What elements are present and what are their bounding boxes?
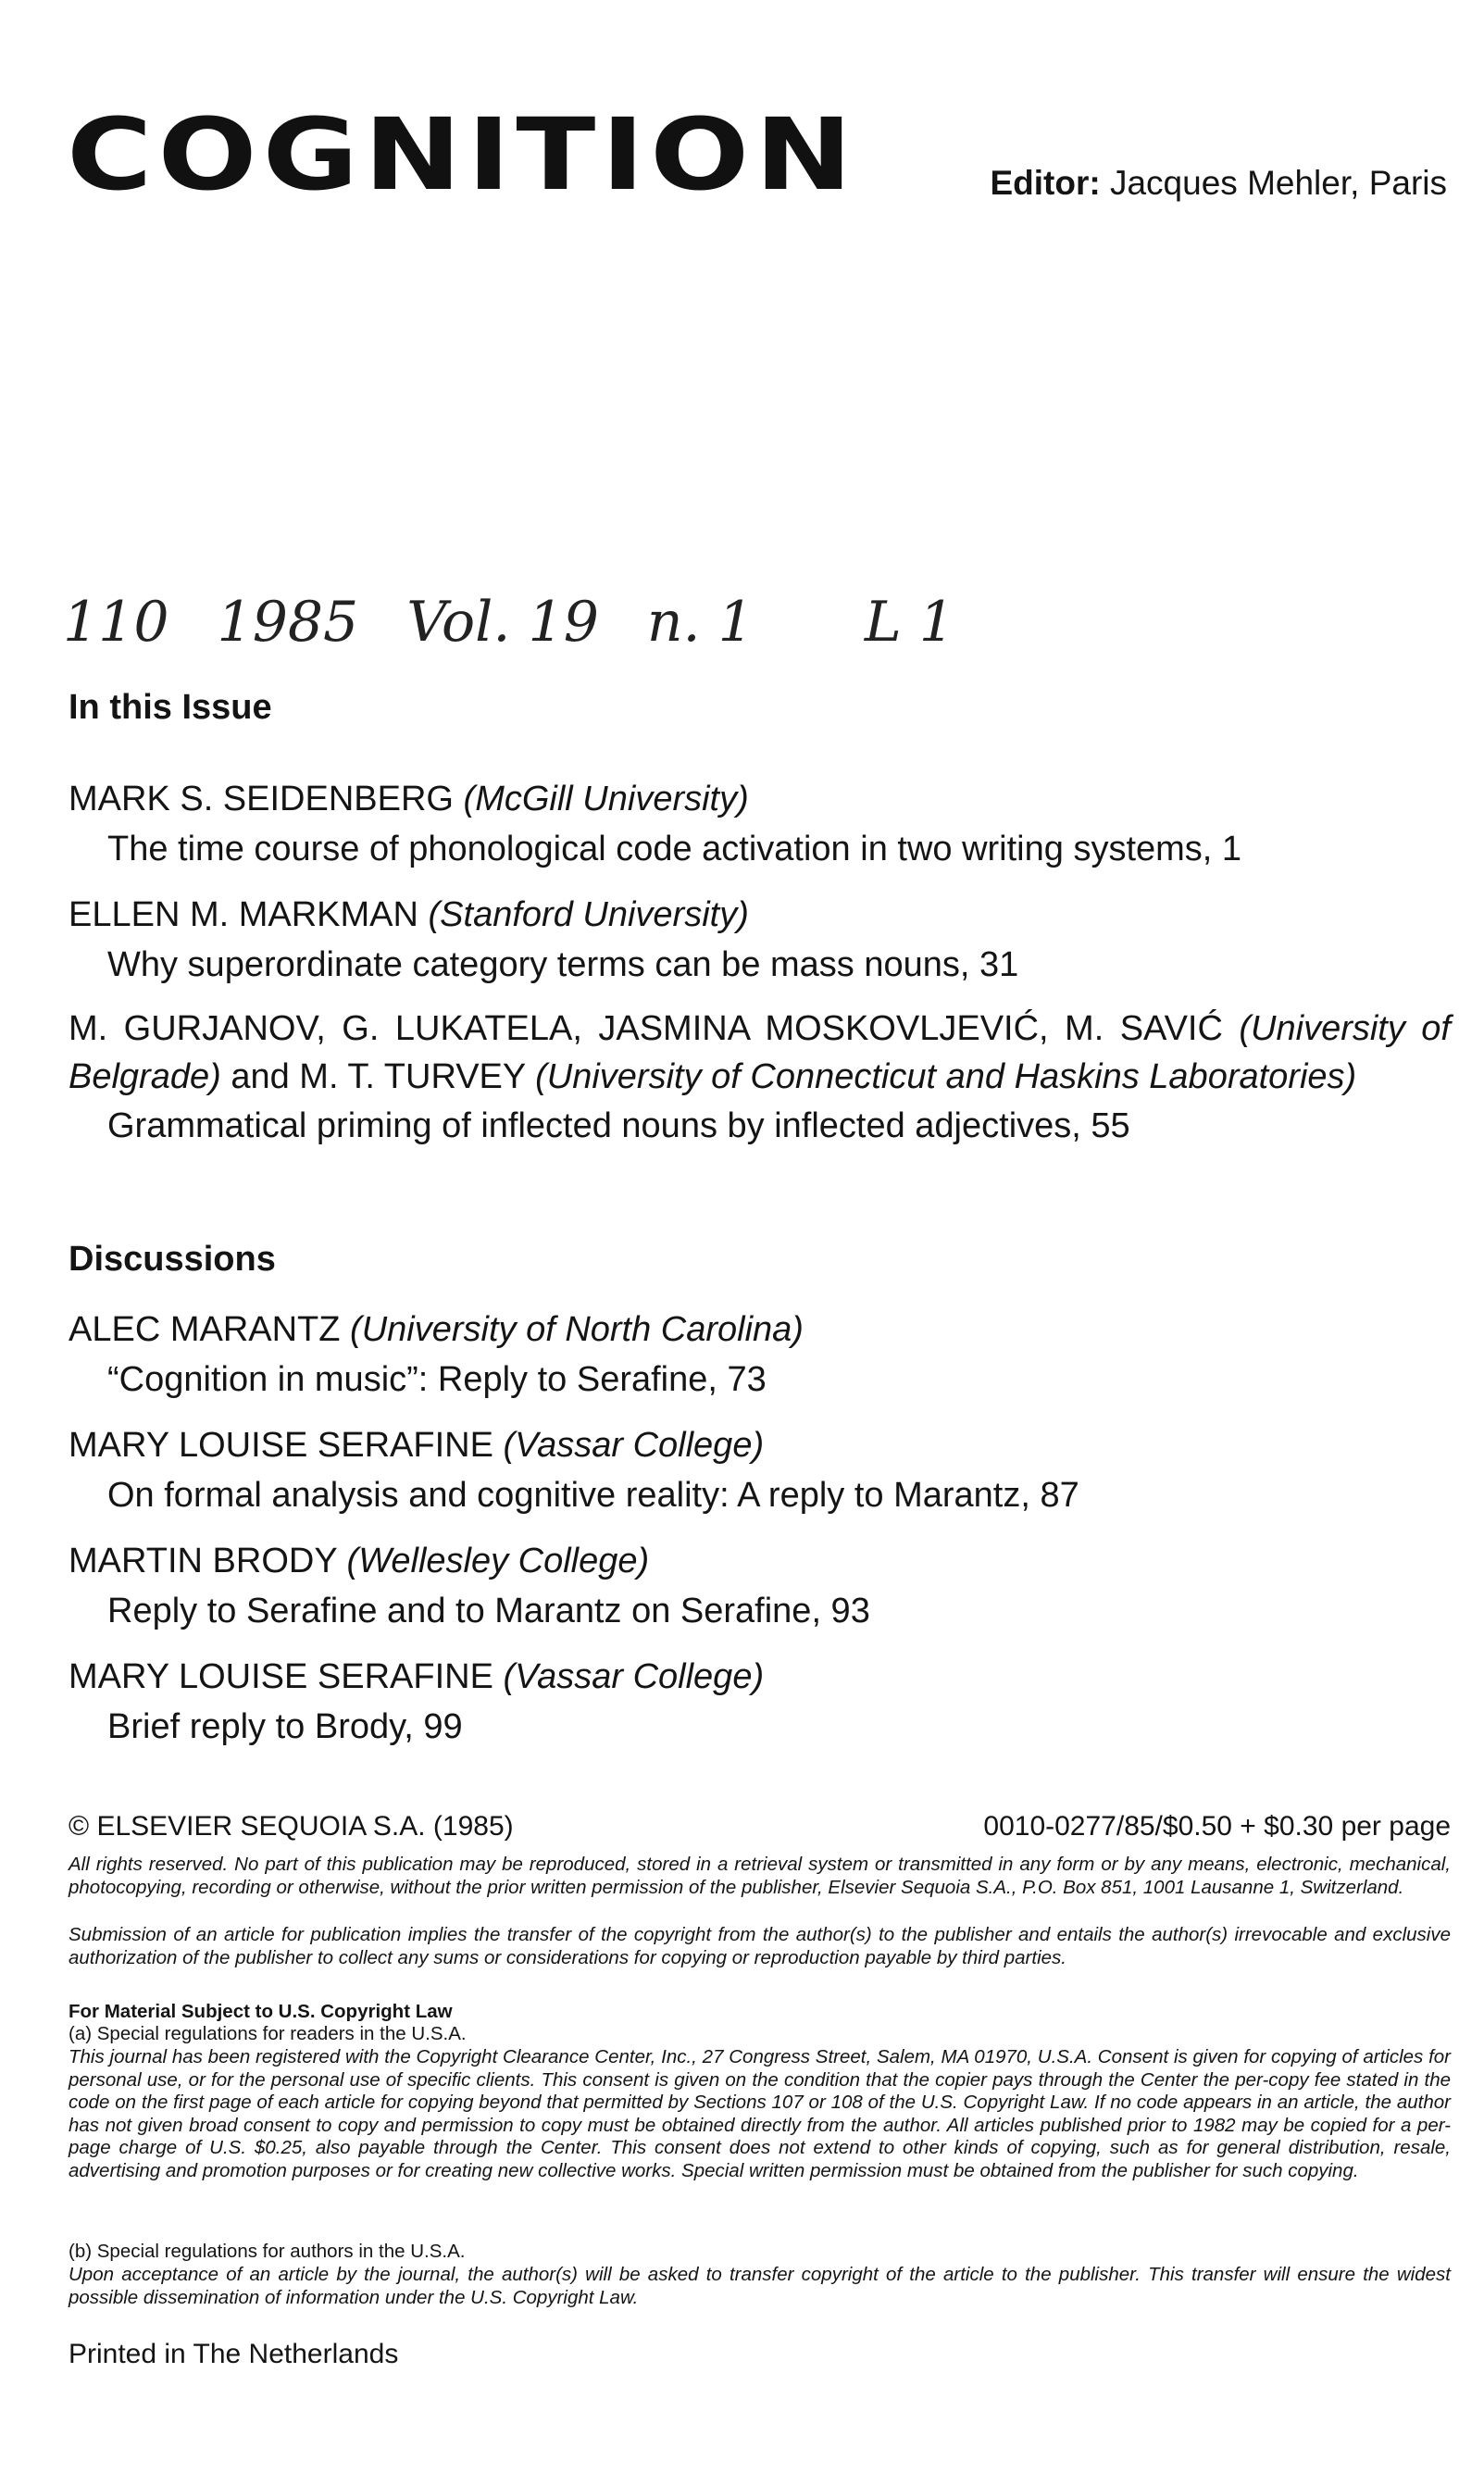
us-authors-text: Upon acceptance of an article by the journal, the author(s) will be asked to transfer copyright of the article to the publisher. This transfer will ensure the widest possible dissemination of information under the U.S. Copyright Law.	[69, 2264, 1451, 2308]
article-author-2: and M. T. TURVEY	[231, 1057, 526, 1096]
editor-label: Editor:	[990, 164, 1101, 202]
discussion-affiliation: (Wellesley College)	[346, 1542, 650, 1580]
discussion-affiliation: (Vassar College)	[503, 1426, 765, 1465]
us-copyright-heading: For Material Subject to U.S. Copyright Law	[69, 2001, 453, 2022]
article-affiliation: (Stanford University)	[428, 895, 749, 934]
article-affiliation-2: (University of Connecticut and Haskins Laboratories)	[535, 1057, 1357, 1096]
discussion-title: On formal analysis and cognitive reality: A reply to Marantz, 87	[107, 1476, 1079, 1515]
article-title: Why superordinate category terms can be mass nouns, 31	[107, 945, 1019, 984]
article-affiliation: (University of Belgrade)	[69, 1009, 1451, 1096]
printed-in: Printed in The Netherlands	[69, 2339, 399, 2369]
copyright-holder: © ELSEVIER SEQUOIA S.A. (1985)	[69, 1811, 514, 1842]
discussion-author-line	[69, 1536, 1451, 1586]
journal-logo: COGNITION	[67, 96, 858, 213]
article-author: ELLEN M. MARKMAN	[69, 895, 418, 934]
in-this-issue-heading: In this Issue	[69, 688, 272, 727]
discussion-author-line	[69, 1305, 1451, 1355]
discussion-author: ALEC MARANTZ	[69, 1310, 341, 1349]
rights-statement: All rights reserved. No part of this publication may be reproduced, stored in a retrieval system or transmitted in any form or by any means, electronic, mechanical, photocopying, recording or otherwise, without the prior written permission of the publisher, Elsevier Sequoia S.A., P.O. Box 851, 1001 Lausanne 1, Switzerland.	[69, 1854, 1451, 1898]
editor-credit	[991, 163, 1448, 204]
article-title: The time course of phonological code activation in two writing systems, 1	[107, 830, 1242, 868]
handwritten-note	[63, 590, 1003, 655]
discussion-title: “Cognition in music”: Reply to Serafine, 73	[107, 1360, 767, 1399]
handwritten-volume: Vol. 19	[406, 590, 599, 655]
article-author: MARK S. SEIDENBERG	[69, 780, 454, 818]
article-title: Grammatical priming of inflected nouns by inflected adjectives, 55	[107, 1106, 1130, 1145]
discussion-author: MARY LOUISE SERAFINE	[69, 1426, 493, 1465]
article-entry	[69, 1005, 1451, 1151]
discussion-title: Reply to Serafine and to Marantz on Serafine, 93	[107, 1592, 870, 1630]
editor-name: Jacques Mehler, Paris	[1109, 164, 1447, 202]
copyright-line	[69, 1808, 1451, 1845]
discussion-author: MARTIN BRODY	[69, 1542, 337, 1580]
article-entry	[69, 890, 1451, 990]
discussion-entry	[69, 1536, 1451, 1636]
discussions-heading: Discussions	[69, 1240, 276, 1279]
article-author-line	[69, 774, 1451, 824]
copyright-code: 0010-0277/85/$0.50 + $0.30 per page	[983, 1811, 1451, 1842]
article-author: M. GURJANOV, G. LUKATELA, JASMINA MOSKOVLJEVIĆ, M. SAVIĆ	[69, 1009, 1223, 1048]
discussion-affiliation: (University of North Carolina)	[350, 1310, 804, 1349]
discussion-entry	[69, 1420, 1451, 1520]
discussion-title: Brief reply to Brody, 99	[107, 1707, 463, 1746]
us-authors-label: (b) Special regulations for authors in the U.S.A.	[69, 2241, 466, 2262]
discussion-author-line	[69, 1420, 1451, 1470]
discussion-entry	[69, 1305, 1451, 1405]
discussion-author: MARY LOUISE SERAFINE	[69, 1657, 493, 1696]
discussion-entry	[69, 1652, 1451, 1752]
us-readers-text: This journal has been registered with the Copyright Clearance Center, Inc., 27 Congress Street, Salem, MA 01970, U.S.A. Consent is given for copying of articles for personal use, or for the personal use of specific clients. This consent is given on the condition that the copier pays through the Center the per-copy fee stated in the code on the first page of each article for copying beyond that permitted by Sections 107 or 108 of the U.S. Copyright Law. If no code appears in an article, the author has not given broad consent to copy and permission to copy must be obtained directly from the author. All articles published prior to 1982 may be copied for a per-page charge of U.S. $0.25, also payable through the Center. This consent does not extend to other kinds of copying, such as for general distribution, resale, advertising and promotion purposes or for creating new collective works. Special written permission must be obtained from the publisher for such copying.	[69, 2046, 1451, 2181]
handwritten-number: 110	[63, 590, 169, 655]
article-affiliation: (McGill University)	[463, 780, 749, 818]
article-entry	[69, 774, 1451, 874]
submission-statement: Submission of an article for publication implies the transfer of the copyright from the author(s) to the publisher and entails the author(s) irrevocable and exclusive authorization of the publisher to collect any sums or considerations for copying or reproduction payable by third parties.	[69, 1924, 1451, 1968]
us-readers-label: (a) Special regulations for readers in the U.S.A.	[69, 2023, 467, 2044]
article-author-line	[69, 890, 1451, 940]
handwritten-year: 1985	[217, 590, 359, 655]
discussion-author-line	[69, 1652, 1451, 1702]
discussion-affiliation: (Vassar College)	[503, 1657, 765, 1696]
handwritten-shelf: L 1	[864, 590, 954, 655]
handwritten-issue: n. 1	[646, 590, 754, 655]
article-author-line	[69, 1005, 1451, 1101]
